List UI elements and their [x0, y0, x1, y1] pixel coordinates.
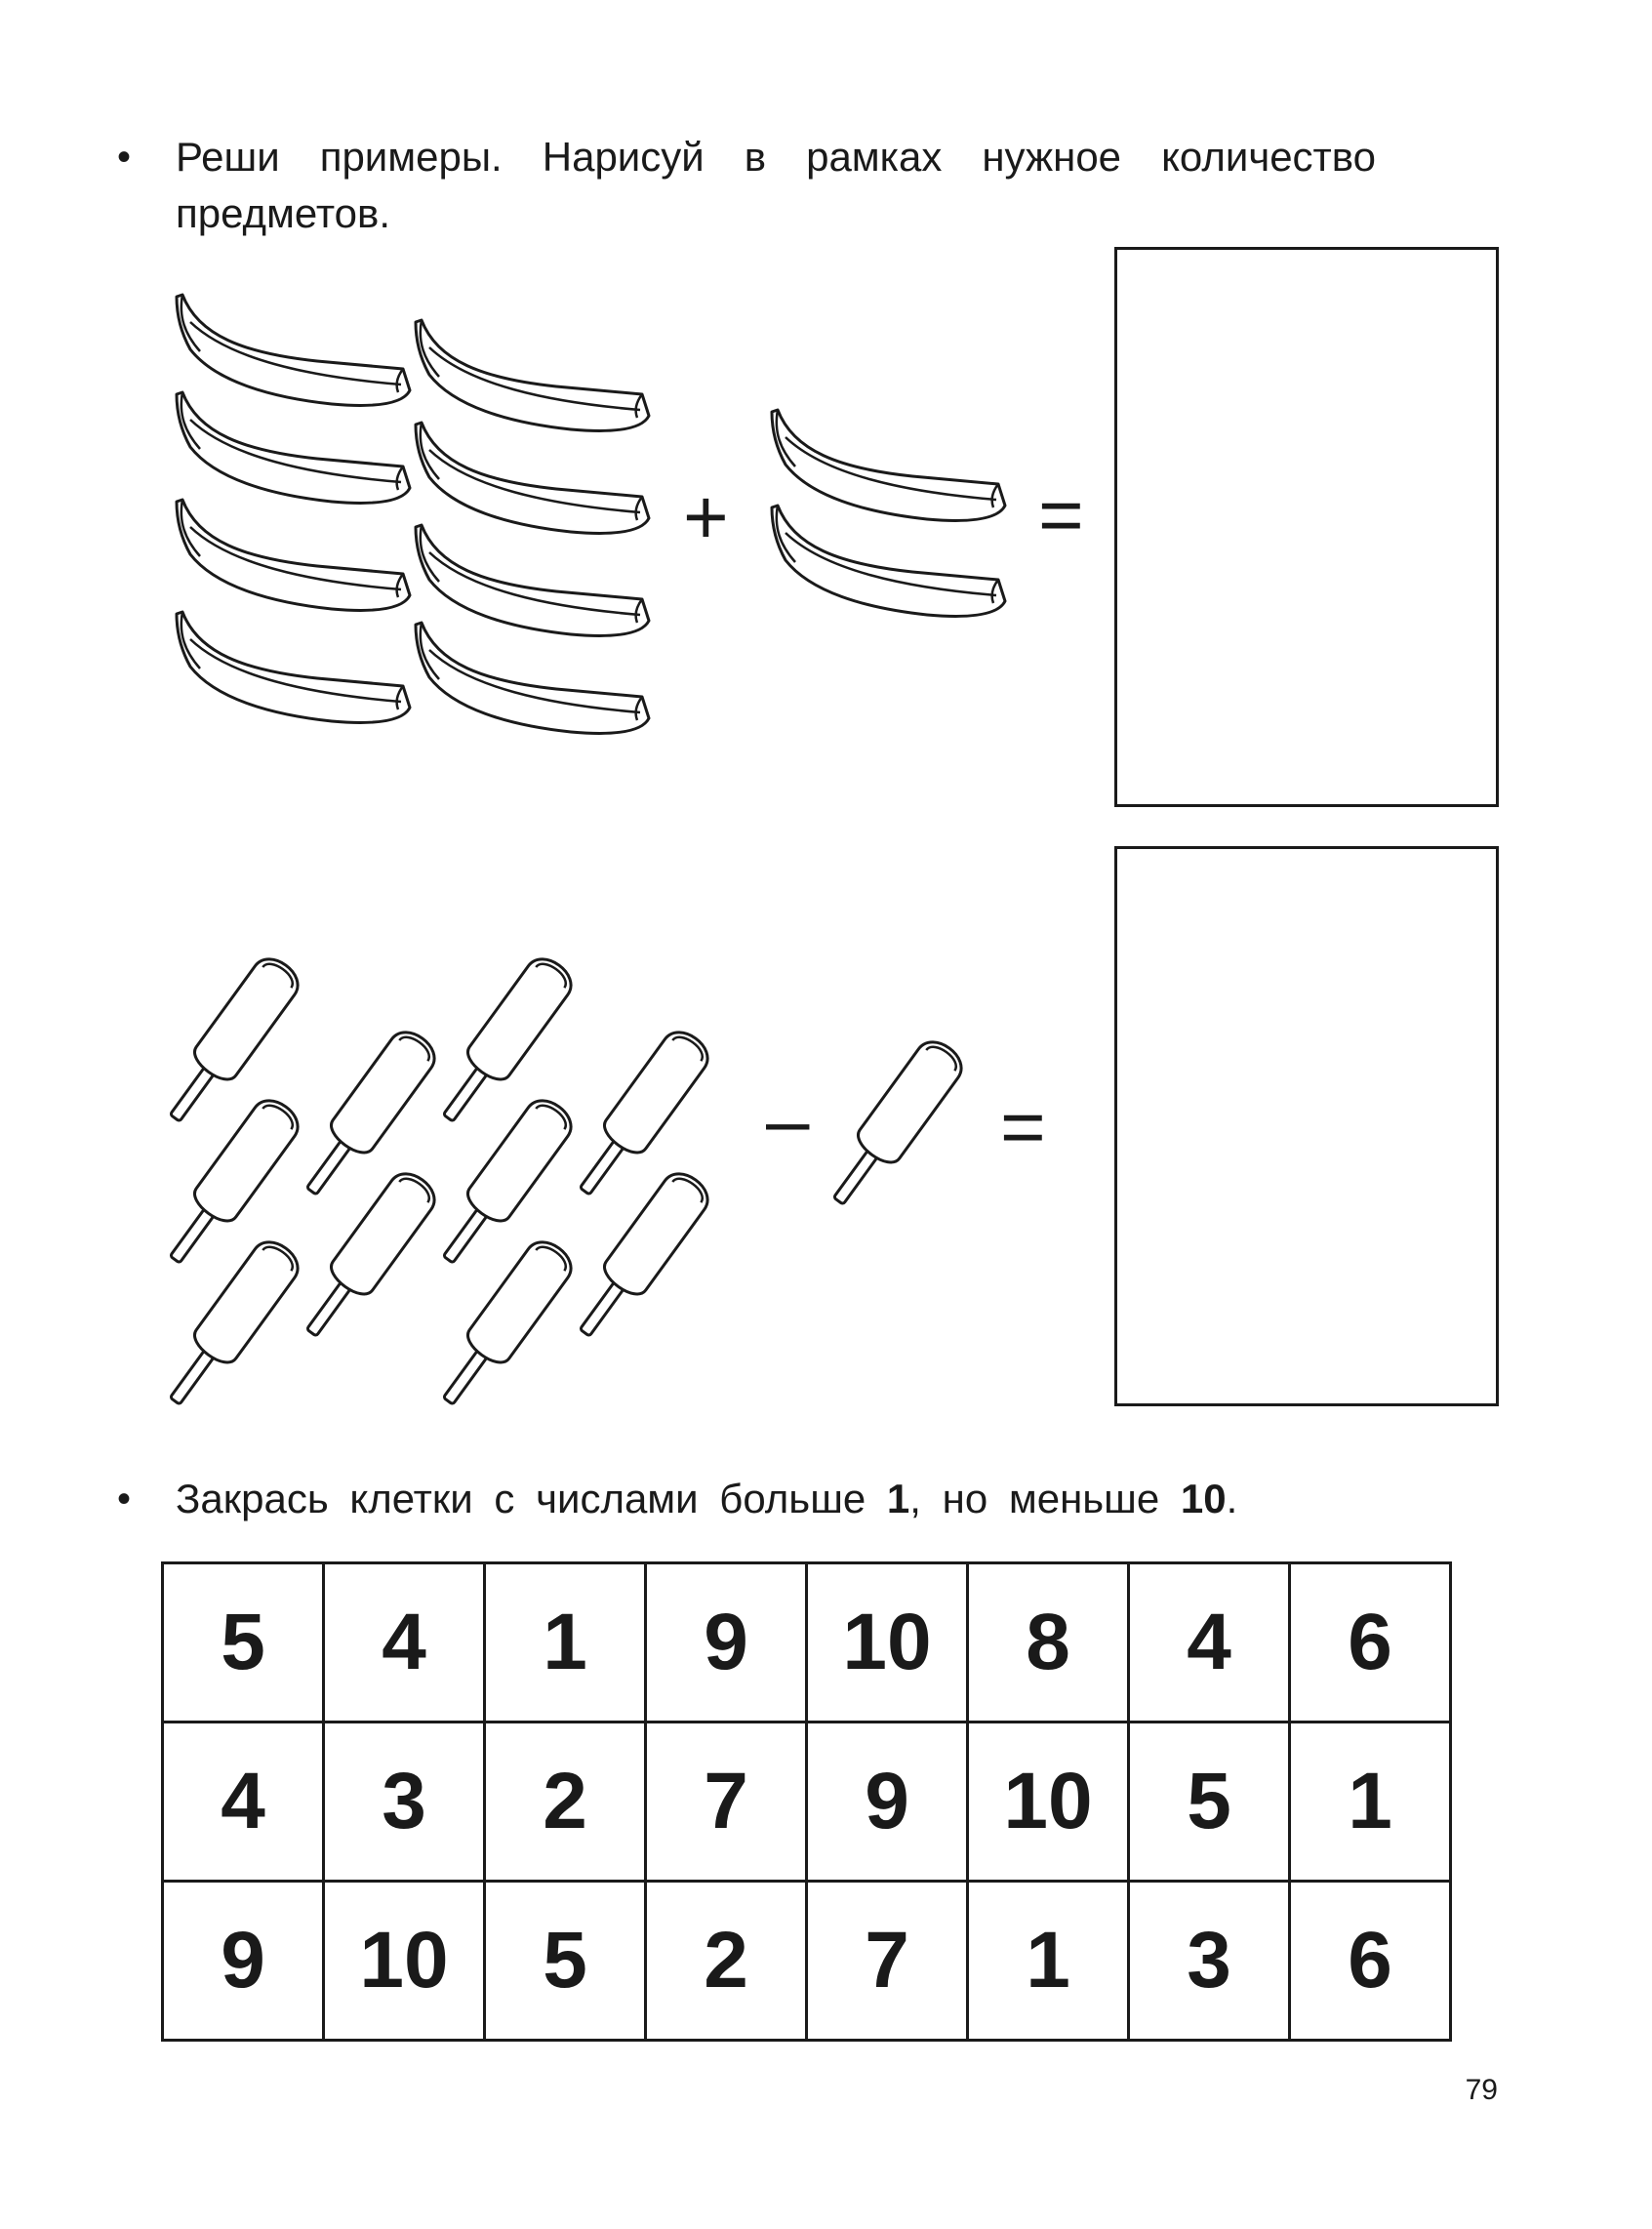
- equals-sign: =: [1000, 1083, 1046, 1170]
- grid-cell[interactable]: 1: [485, 1563, 646, 1722]
- grid-cell[interactable]: 2: [646, 1882, 807, 2041]
- task-1-text: Реши примеры. Нарисуй в рамках нужное количество предметов.: [176, 134, 1376, 236]
- grid-cell[interactable]: 1: [1290, 1722, 1451, 1882]
- grid-cell[interactable]: 6: [1290, 1882, 1451, 2041]
- number-grid: [161, 1561, 1452, 2042]
- ice-cream-icon: [819, 1033, 969, 1215]
- grid-cell[interactable]: 4: [1129, 1563, 1290, 1722]
- grid-cell[interactable]: 3: [324, 1722, 485, 1882]
- grid-cell[interactable]: 9: [646, 1563, 807, 1722]
- grid-cell[interactable]: 8: [968, 1563, 1129, 1722]
- grid-row: [163, 1882, 1451, 2041]
- grid-cell[interactable]: 9: [163, 1882, 324, 2041]
- minus-sign: –: [766, 1076, 810, 1163]
- grid-cell[interactable]: 2: [485, 1722, 646, 1882]
- plus-sign: +: [683, 473, 729, 560]
- number-high: 10: [1180, 1476, 1227, 1521]
- grid-cell[interactable]: 1: [968, 1882, 1129, 2041]
- bullet-icon: •: [117, 136, 132, 179]
- grid-cell[interactable]: 4: [324, 1563, 485, 1722]
- page-number: 79: [1465, 2074, 1498, 2106]
- grid-cell[interactable]: 4: [163, 1722, 324, 1882]
- task-2-text: Закрась клетки с числами больше 1, но меньше 10.: [176, 1476, 1238, 1521]
- grid-cell[interactable]: 10: [968, 1722, 1129, 1882]
- grid-row: [163, 1563, 1451, 1722]
- equals-sign: =: [1038, 471, 1084, 558]
- grid-cell[interactable]: 10: [324, 1882, 485, 2041]
- grid-cell[interactable]: 5: [1129, 1722, 1290, 1882]
- grid-cell[interactable]: 6: [1290, 1563, 1451, 1722]
- grid-cell[interactable]: 10: [807, 1563, 968, 1722]
- answer-box-2[interactable]: [1114, 846, 1499, 1406]
- grid-cell[interactable]: 7: [807, 1882, 968, 2041]
- grid-cell[interactable]: 9: [807, 1722, 968, 1882]
- grid-cell[interactable]: 3: [1129, 1882, 1290, 2041]
- grid-cell[interactable]: 5: [163, 1563, 324, 1722]
- grid-cell[interactable]: 7: [646, 1722, 807, 1882]
- number-low: 1: [886, 1476, 910, 1521]
- bullet-icon: •: [117, 1478, 132, 1520]
- grid-cell[interactable]: 5: [485, 1882, 646, 2041]
- grid-row: [163, 1722, 1451, 1882]
